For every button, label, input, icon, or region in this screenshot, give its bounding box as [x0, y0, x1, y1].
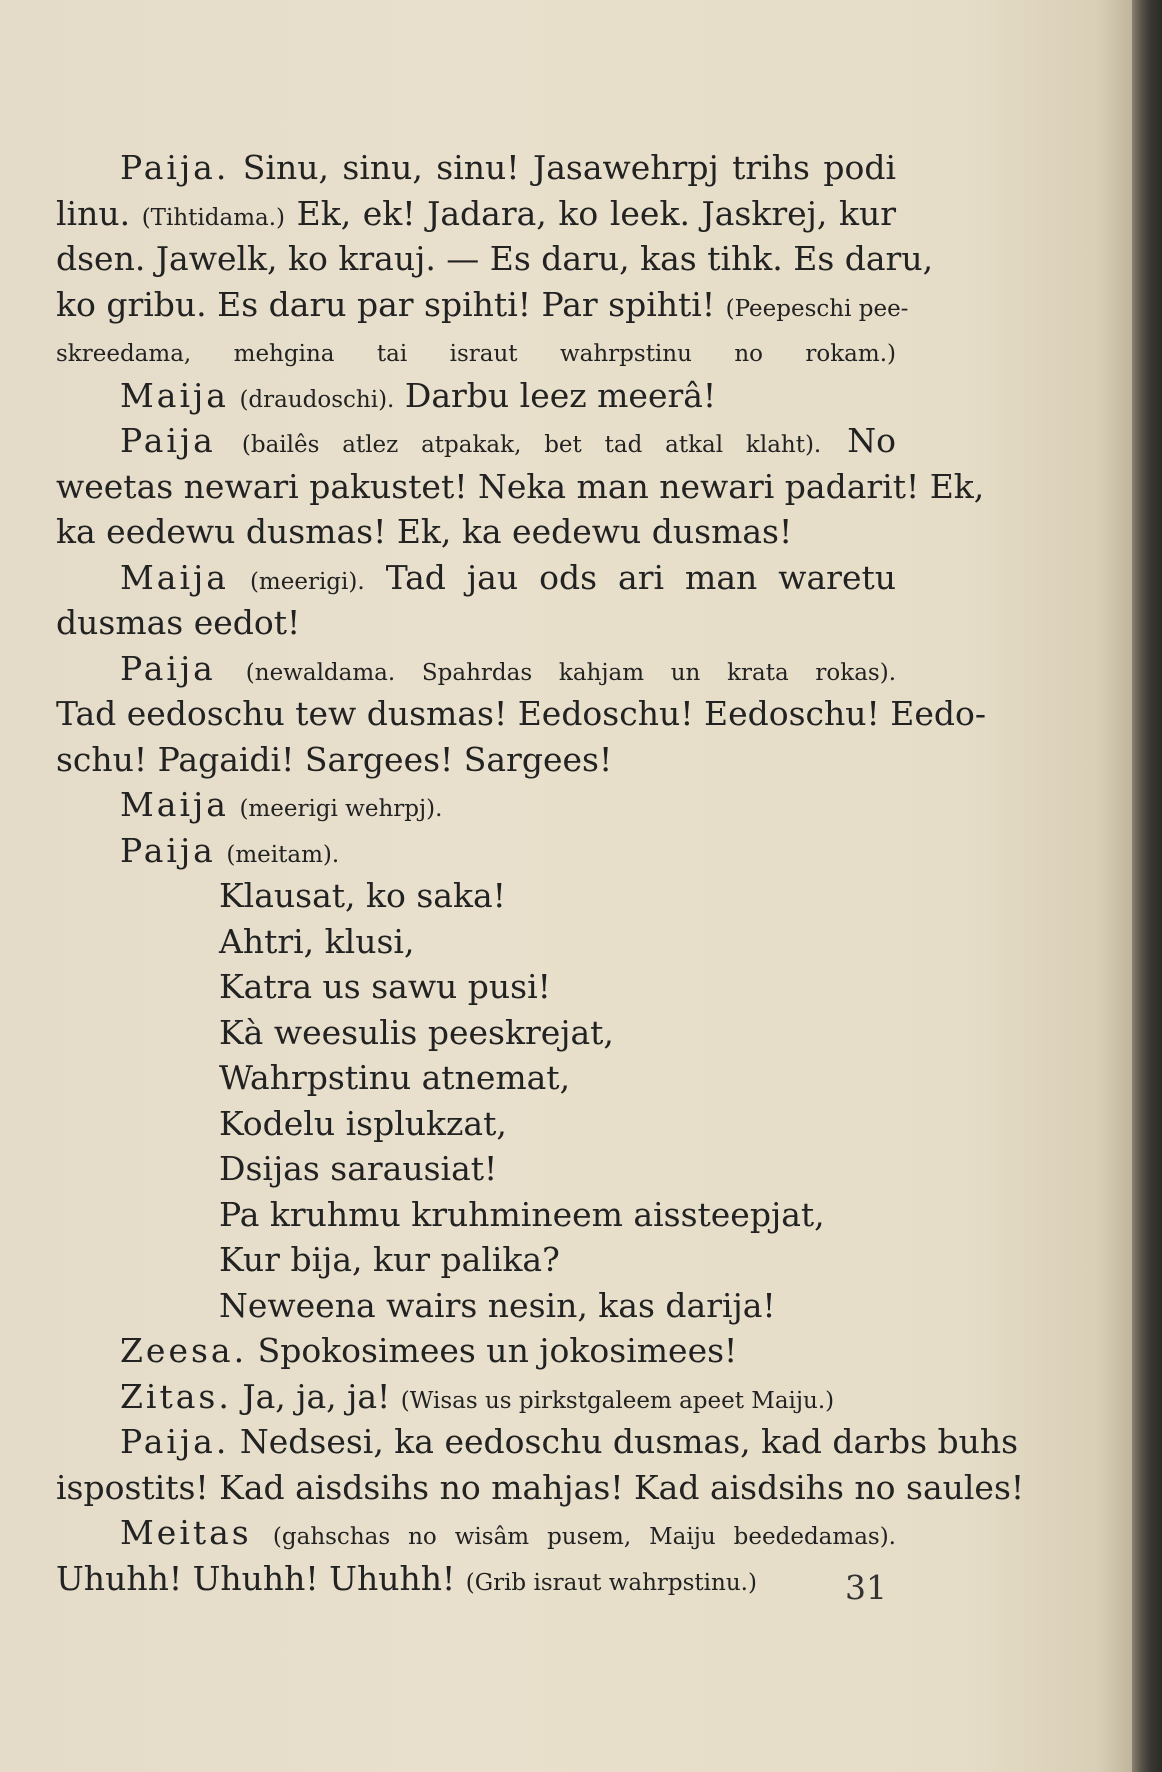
text-line [56, 418, 896, 464]
text-line [56, 782, 896, 828]
text-line [56, 919, 896, 965]
stage-direction: (Grib israut wahrpstinu.) [465, 1569, 757, 1596]
dialogue-text: Kà weesulis peeskrejat, [219, 1012, 614, 1052]
speaker-name: Maija [120, 375, 229, 415]
speaker-name: Meitas [120, 1513, 252, 1552]
dialogue-text [229, 558, 250, 597]
stage-direction: (newaldama. Spahrdas kahjam un krata rokas). [245, 659, 896, 686]
stage-direction: (Tihtidama.) [141, 204, 286, 231]
dialogue-text: Ja, ja, ja! [231, 1376, 401, 1416]
dialogue-text: ko gribu. Es daru par spihti! Par spihti! [56, 284, 726, 324]
text-line [56, 555, 896, 601]
stage-direction: (bailês atlez atpakak, bet tad atkal klaht). [241, 432, 822, 458]
speaker-name: Paija [120, 830, 216, 870]
dialogue-text: No [821, 421, 896, 460]
page-text [56, 145, 1025, 1601]
stage-direction: (Peepeschi pee- [725, 295, 909, 322]
speaker-name: Paija. [120, 1422, 230, 1461]
stage-direction: (meerigi). [249, 568, 365, 595]
text-line [56, 873, 896, 919]
text-line [56, 464, 985, 510]
dialogue-text: Ek, ek! Jadara, ko leek. Jaskrej, kur [285, 193, 896, 233]
text-line [56, 1328, 896, 1374]
text-line [56, 1146, 896, 1192]
text-line [56, 373, 896, 419]
dialogue-text [252, 1513, 273, 1552]
dialogue-text: ispostits! Kad aisdsihs no mahjas! Kad aisdsihs no saules! [56, 1467, 1025, 1507]
speaker-name: Paija [120, 421, 216, 460]
stage-direction: (Wisas us pirkstgaleem apeet Maiju.) [400, 1387, 835, 1414]
speaker-name: Zeesa. [120, 1331, 248, 1370]
text-line [56, 1556, 896, 1602]
text-line [56, 737, 896, 783]
dialogue-text: Wahrpstinu atnemat, [219, 1058, 571, 1097]
page-edge [1132, 0, 1162, 1772]
dialogue-text: dusmas eedot! [56, 603, 301, 642]
text-line [56, 828, 896, 874]
text-line [56, 600, 896, 646]
dialogue-text: Katra us sawu pusi! [219, 967, 551, 1006]
text-line [56, 1101, 896, 1147]
dialogue-text: Tad eedoschu tew dusmas! Eedoschu! Eedoschu! Eedo- [56, 694, 987, 733]
page-number: 31 [845, 1568, 887, 1607]
text-line [56, 964, 896, 1010]
dialogue-text: weetas newari pakustet! Neka man newari padarit! Ek, [56, 466, 985, 506]
text-line [56, 145, 896, 191]
dialogue-text: dsen. Jawelk, ko krauj. — Es daru, kas tihk. Es daru, [56, 239, 934, 278]
dialogue-text: Klausat, ko saka! [219, 876, 506, 915]
dialogue-text: Pa kruhmu kruhmineem aissteepjat, [219, 1194, 825, 1234]
text-line [56, 691, 987, 737]
text-line [56, 236, 934, 282]
speaker-name: Paija [120, 648, 216, 688]
dialogue-text: ka eedewu dusmas! Ek, ka eedewu dusmas! [56, 512, 793, 551]
text-line [56, 1510, 896, 1556]
text-line [56, 1283, 896, 1329]
speaker-name: Maija [120, 785, 229, 824]
text-line [56, 1237, 896, 1283]
dialogue-text [229, 785, 240, 824]
dialogue-text: Spokosimees un jokosimees! [247, 1331, 738, 1370]
dialogue-text: linu. [56, 193, 142, 233]
dialogue-text: Ahtri, klusi, [219, 921, 415, 961]
dialogue-text: schu! Pagaidi! Sargees! Sargees! [56, 739, 613, 779]
speaker-name: Paija. [120, 148, 230, 187]
text-line [56, 509, 896, 555]
dialogue-text [216, 421, 242, 460]
text-line [56, 1419, 1019, 1465]
text-line [56, 191, 896, 237]
dialogue-text [229, 376, 240, 415]
speaker-name: Maija [120, 557, 229, 597]
dialogue-text: Sinu, sinu, sinu! Jasawehrpj trihs podi [229, 148, 896, 187]
text-line [56, 1374, 896, 1420]
text-line [56, 1010, 896, 1056]
dialogue-text: Neweena wairs nesin, kas darija! [219, 1285, 776, 1325]
dialogue-text: Kodelu isplukzat, [219, 1103, 507, 1143]
dialogue-text [216, 649, 246, 688]
text-line [56, 1055, 896, 1101]
text-line [56, 327, 896, 373]
dialogue-text: Nedsesi, ka eedoschu dusmas, kad darbs buhs [229, 1422, 1019, 1461]
text-line [56, 282, 909, 328]
stage-direction: (gahschas no wisâm pusem, Maiju beededamas). [272, 1524, 896, 1550]
stage-direction: (meitam). [226, 841, 340, 868]
dialogue-text: Uhuhh! Uhuhh! Uhuhh! [56, 1558, 466, 1598]
speaker-name: Zitas. [120, 1376, 232, 1416]
dialogue-text [216, 831, 227, 870]
text-line [56, 646, 896, 692]
stage-direction: skreedama, mehgina tai israut wahrpstinu no rokam.) [56, 341, 896, 367]
dialogue-text: Tad jau ods ari man waretu [364, 557, 896, 597]
dialogue-text: Kur bija, kur palika? [219, 1240, 560, 1279]
stage-direction: (meerigi wehrpj). [239, 796, 443, 822]
text-line [56, 1465, 1025, 1511]
text-line [56, 1192, 896, 1238]
dialogue-text: Darbu leez meerâ! [394, 375, 717, 415]
stage-direction: (draudoschi). [239, 386, 395, 413]
dialogue-text: Dsijas sarausiat! [219, 1149, 498, 1188]
